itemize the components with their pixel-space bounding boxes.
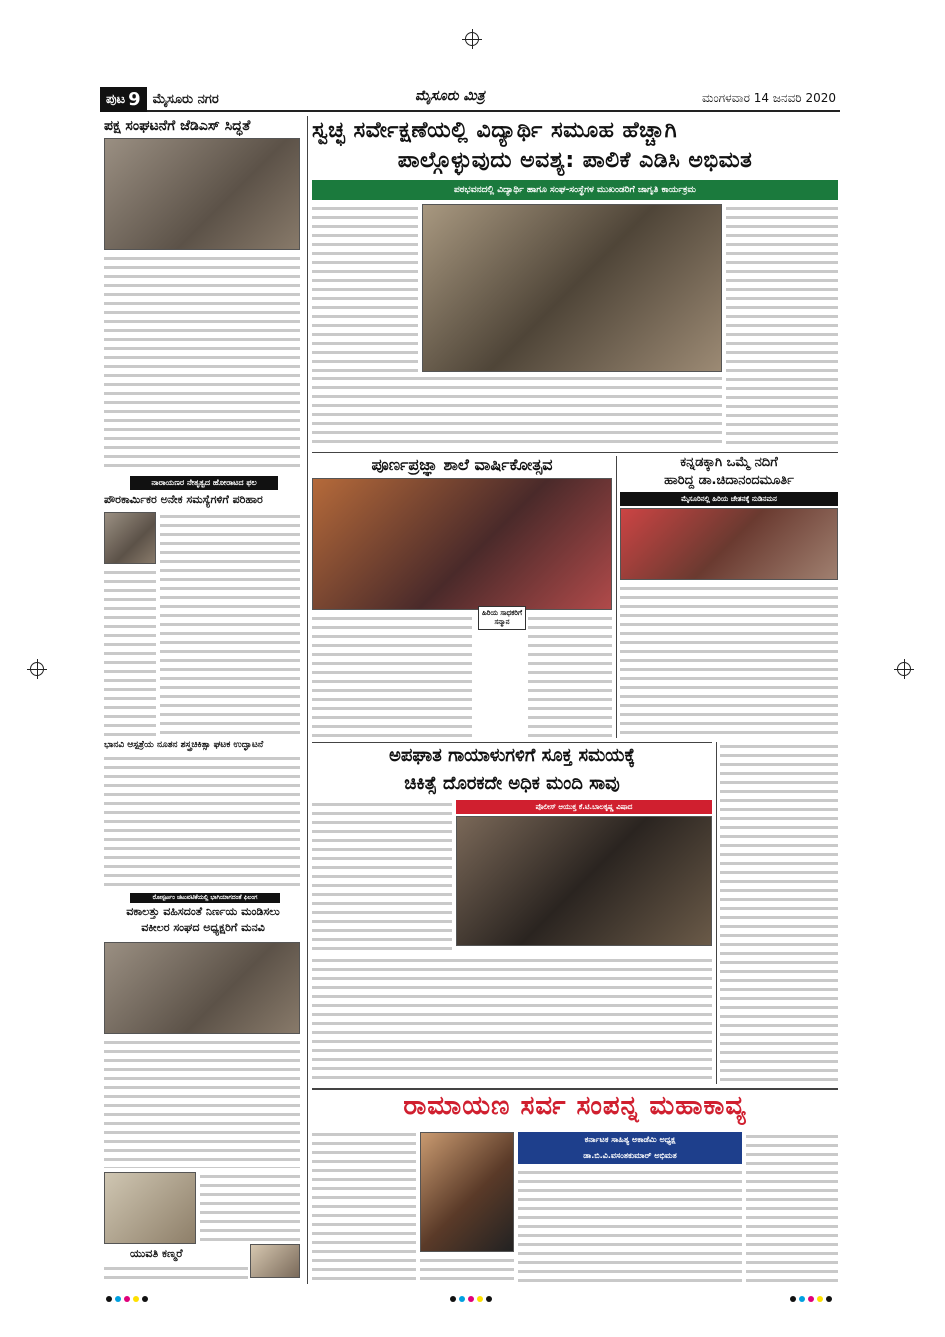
lead-students-photo	[422, 204, 722, 372]
cmyk-bar-right	[790, 1296, 832, 1302]
accident-top-rule	[312, 742, 712, 743]
masthead	[100, 88, 840, 112]
ramayana-body-col1	[312, 1130, 416, 1286]
school-anniversary-photo	[312, 478, 612, 610]
paper-name: ಮೈಸೂರು ಮಿತ್ರ	[415, 88, 485, 104]
section-name: ಮೈಸೂರು ನಗರ	[152, 91, 219, 107]
students-award-caption	[200, 1172, 300, 1244]
school-anniversary-body-1	[312, 614, 472, 738]
bottom-story-rule	[312, 1088, 838, 1090]
registration-mark-top	[465, 32, 479, 46]
lead-bottom-rule	[312, 452, 838, 453]
school-anniversary-headline: ಪೂರ್ಣಪ್ರಜ್ಞಾ ಶಾಲೆ ವಾರ್ಷಿಕೋತ್ಸವ	[371, 455, 553, 474]
dateline: ಮಂಗಳವಾರ 14 ಜನವರಿ 2020	[701, 91, 836, 105]
missing-woman-headline: ಯುವತಿ ಕಣ್ಮರೆ	[130, 1247, 183, 1260]
lawyers-story-body	[104, 1038, 300, 1168]
lawyers-memorandum-photo	[104, 942, 300, 1034]
page-number: 9	[128, 88, 141, 110]
lead-subhead-banner: ಪಠಭವನದಲ್ಲಿ ವಿದ್ಯಾರ್ಥಿ ಹಾಗೂ ಸಂಘ-ಸಂಸ್ಥೆಗಳ ಮುಖಂಡರಿಗೆ ಜಾಗೃತಿ ಕಾರ್ಯಕ್ರಮ	[312, 180, 838, 200]
chidananda-body	[620, 584, 838, 738]
pourakarmika-headline: ಪೌರಕಾರ್ಮಿಕರ ಅನೇಕ ಸಮಸ್ಯೆಗಳಿಗೆ ಪರಿಹಾರ	[104, 493, 263, 506]
narayan-portrait-photo	[104, 512, 156, 564]
ramayana-subhead-2: ಡಾ.ಬಿ.ವಿ.ವಸಂತಕುಮಾರ್ ಅಭಿಮತ	[518, 1148, 742, 1164]
police-commissioner-photo	[456, 816, 712, 946]
newspaper-page	[100, 88, 840, 1286]
missing-woman-photo	[250, 1244, 300, 1278]
jds-story-body	[104, 254, 300, 472]
column-rule-left	[307, 116, 308, 1284]
jds-meeting-photo	[104, 138, 300, 250]
accident-banner: ಪೊಲೀಸ್ ಆಯುಕ್ತ ಕೆ.ಟಿ.ಬಾಲಕೃಷ್ಣ ವಿಷಾದ	[456, 800, 712, 814]
pourakarmika-story-body-left	[104, 568, 156, 736]
lead-headline-2: ಪಾಲ್ಗೊಳ್ಳುವುದು ಅವಶ್ಯ: ಪಾಲಿಕೆ ಎಡಿಸಿ ಅಭಿಮತ	[397, 148, 753, 173]
lead-story-body-col1	[312, 204, 418, 372]
chidananda-headline-2: ಹಾರಿದ್ದ ಡಾ.ಚಿದಾನಂದಮೂರ್ತಿ	[664, 473, 794, 488]
school-anniversary-body-2	[528, 614, 612, 738]
lawyers-headline-1: ವಕಾಲತ್ತು ವಹಿಸದಂತೆ ನಿರ್ಣಯ ಮಂಡಿಸಲು	[126, 905, 280, 918]
chidananda-banner: ಮೈಸೂರಿನಲ್ಲಿ ಹಿರಿಯ ಚೇತನಕ್ಕೆ ನುಡಿನಮನ	[620, 492, 838, 506]
registration-mark-right	[897, 662, 911, 676]
ramayana-subhead-1: ಕರ್ನಾಟಕ ಸಾಹಿತ್ಯ ಅಕಾಡೆಮಿ ಅಧ್ಯಕ್ಷ	[518, 1132, 742, 1148]
lead-story-body-col4	[726, 204, 838, 444]
vasanthakumar-photo	[420, 1132, 514, 1252]
pourakarmika-story-body	[160, 512, 300, 736]
ramayana-body-col4	[746, 1132, 838, 1286]
cmyk-bar-left	[106, 1296, 148, 1302]
chidananda-tribute-photo	[620, 508, 838, 580]
accident-headline-2: ಚಿಕಿತ್ಸೆ ದೊರಕದೇ ಅಧಿಕ ಮಂದಿ ಸಾವು	[404, 773, 620, 794]
registration-mark-left	[30, 662, 44, 676]
cmyk-bar-center	[450, 1296, 492, 1302]
lead-story-body-lower	[312, 374, 722, 448]
accident-body-col1	[312, 800, 452, 952]
missing-woman-body	[104, 1264, 248, 1282]
page-label: ಪುಟ	[106, 91, 126, 107]
bhanavi-story-body	[104, 754, 300, 890]
chidananda-headline-1: ಕನ್ನಡಕ್ಕಾಗಿ ಒಮ್ಮೆ ನದಿಗೆ	[680, 455, 778, 470]
accident-headline-1: ಅಪಘಾತ ಗಾಯಾಳುಗಳಿಗೆ ಸೂಕ್ತ ಸಮಯಕ್ಕೆ	[389, 745, 635, 766]
school-anniversary-tag: ಹಿರಿಯ ಸಾಧಕರಿಗೆ ಸನ್ಮಾನ	[478, 606, 526, 630]
column-rule-mid	[616, 456, 617, 738]
jds-headline: ಪಕ್ಷ ಸಂಘಟನೆಗೆ ಜೆಡಿಎಸ್ ಸಿದ್ಧತೆ	[104, 118, 251, 134]
lawyers-kicker: ರೋಸ್ಟರ್ಟಂ ಚಟುವಟಿಕೆಯಲ್ಲಿ ಭಾಗಿಯಾಗದಂತೆ ಫಿಲಂಗ	[130, 893, 280, 903]
chidananda-body-continued	[720, 742, 838, 1084]
page-number-box	[100, 87, 147, 112]
students-award-photo	[104, 1172, 196, 1244]
accident-body-lower	[312, 956, 712, 1084]
ramayana-body-col2	[420, 1256, 514, 1286]
column-rule-right	[716, 742, 717, 1084]
ramayana-body-col3	[518, 1168, 742, 1286]
lead-headline-1: ಸ್ವಚ್ಛ ಸರ್ವೇಕ್ಷಣೆಯಲ್ಲಿ ವಿದ್ಯಾರ್ಥಿ ಸಮೂಹ ಹೆಚ್ಚಾಗಿ	[312, 118, 678, 143]
ramayana-headline: ರಾಮಾಯಣ ಸರ್ವ ಸಂಪನ್ನ ಮಹಾಕಾವ್ಯ	[403, 1091, 747, 1121]
pourakarmika-kicker: ನಾರಾಯಣರ ನೇತೃತ್ವದ ಹೋರಾಟದ ಫಲ	[130, 476, 278, 490]
lawyers-headline-2: ವಕೀಲರ ಸಂಘದ ಅಧ್ಯಕ್ಷರಿಗೆ ಮನವಿ	[141, 921, 265, 934]
bhanavi-hospital-headline: ಭಾನವಿ ಆಸ್ಪತ್ರೆಯ ನೂತನ ಶಸ್ತ್ರಚಿಕಿತ್ಸಾ ಘಟಕ ಉದ್ಘಾಟನೆ	[104, 740, 264, 750]
